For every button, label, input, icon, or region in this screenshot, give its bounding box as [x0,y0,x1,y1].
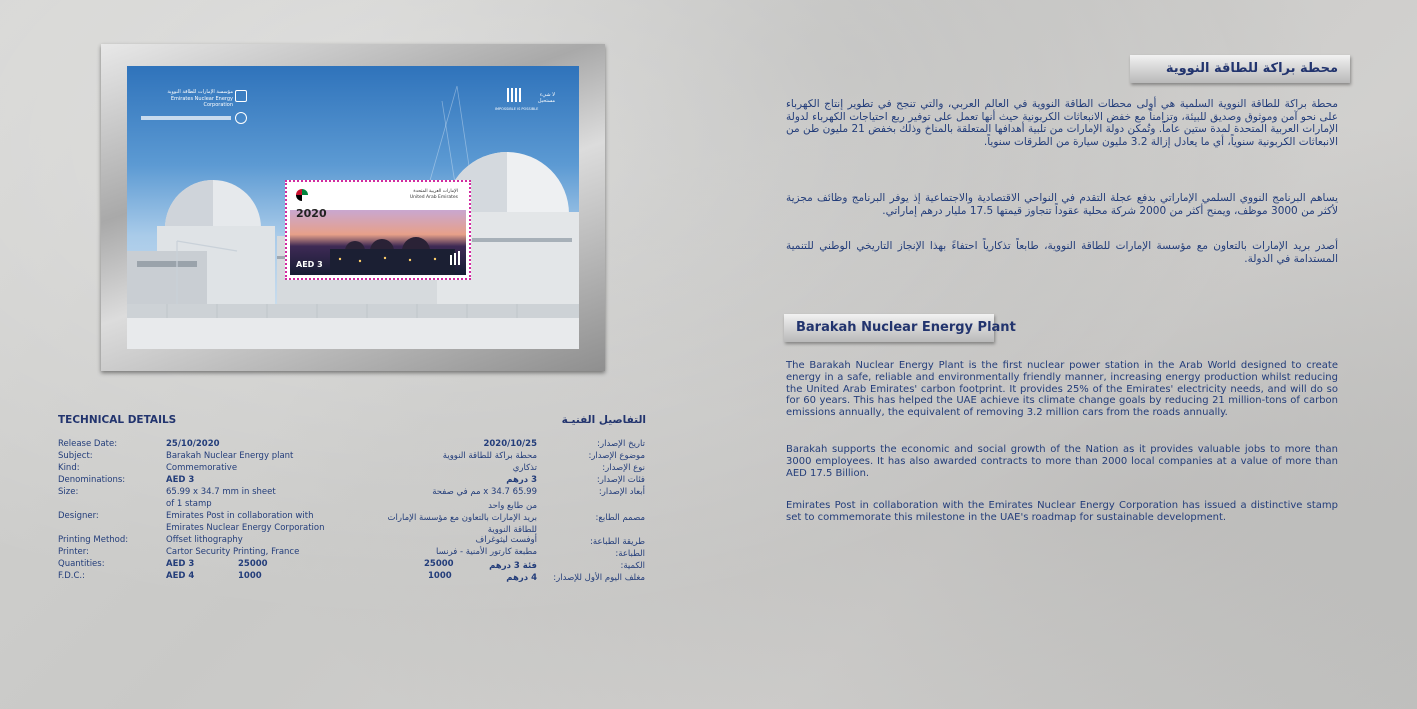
brand-text-ar: لا شيء مستحيل [537,92,555,104]
souvenir-sheet-frame [101,44,605,371]
brand-text-en: IMPOSSIBLE IS POSSIBLE [495,107,539,111]
printing-method-value-en: Offset lithography [166,535,243,545]
stamp-image [290,185,466,275]
release-date-label-en: Release Date: [58,439,118,449]
technical-details-title-ar: التفاصيل الفنيـة [561,414,646,426]
designer-value-ar: بريد الإمارات بالتعاون مع مؤسسة الإمارات [387,513,537,523]
english-heading: Barakah Nuclear Energy Plant [784,314,994,342]
printing-method-label-en: Printing Method: [58,535,129,545]
stamp-country-ar: الإمارات العربية المتحدة [413,189,458,194]
subject-label-ar: موضوع الإصدار: [588,451,645,461]
enec-logo-icon [235,90,247,102]
quantities-label-en: Quantities: [58,559,105,569]
partner-logos-strip [141,116,231,120]
printer-value-ar: مطبعة كارتور الأمنية - فرنسا [436,547,537,557]
fdc-count-en: 1000 [238,571,262,581]
stamp [285,180,471,280]
printer-value-en: Cartor Security Printing, France [166,547,300,557]
subject-value-ar: محطة براكة للطاقة النووية [442,451,537,461]
quantities-label-ar: الكمية: [620,561,645,571]
printing-method-label-ar: طريقة الطباعة: [590,537,645,547]
english-paragraph-2: Barakah supports the economic and social growth of the Nation as it provides valuable jobs to more than 3000 employees. It has also awarded contracts to more than 2000 local companies at a value of more than AED 17.5 Billion. [786,444,1338,479]
arabic-paragraph-1: محطة براكة للطاقة النووية السلمية هي أولى محطات الطاقة النووية في العالم العربي، والتي تنجح في تطوير إنتاج الكهرباء على نحو آمن وموثوق وصديق للبيئة، وتزامناً مع خفض الانبعاثات الكربونية حيث أنها تعمل على توفير ربع احتياجات الكهرباء لدولة الإمارات العربية المتحدة لمدة ستين عاماً. وتُمكن دولة الإمارات من تلبية أهدافها المتعلقة بالمناخ وذلك بخفض 21 مليون طن من الانبعاثات الكربونية سنوياً، أي ما يعادل إزالة 3.2 مليون سيارة من الطرقات سنوياً. [786,98,1338,148]
fdc-count-ar: 1000 [428,571,452,581]
release-date-value-en: 25/10/2020 [166,439,220,449]
quantities-count-ar: 25000 [424,559,454,569]
english-paragraph-1: The Barakah Nuclear Energy Plant is the first nuclear power station in the Arab World designed to create energy in a safe, reliable and environmentally friendly manner, increasing energy production whilst reducing the United Arab Emirates' carbon footprint. It provides 25% of the Emirates' electricity needs, and will do so for 60 years. This has helped the UAE achieve its climate change goals by reducing 21 million-tons of carbon emissions annually, the equivalent of removing 3.2 million cars from the roads annually. [786,360,1338,419]
arabic-heading: محطة براكة للطاقة النووية [1130,55,1350,83]
fdc-label-en: F.D.C.: [58,571,85,581]
stamp-country-en: United Arab Emirates [409,195,458,200]
fdc-label-ar: مغلف اليوم الأول للإصدار: [553,573,645,583]
designer-label-ar: مصمم الطابع: [595,513,645,523]
brand-bars-icon [507,88,523,102]
kind-label-en: Kind: [58,463,80,473]
designer-value-en-cont: Emirates Nuclear Energy Corporation [166,523,325,533]
english-paragraph-3: Emirates Post in collaboration with the Emirates Nuclear Energy Corporation has issued a distinctive stamp set to commemorate this milestone in the UAE's roadmap for sustainable development. [786,500,1338,523]
size-label-en: Size: [58,487,79,497]
designer-value-en: Emirates Post in collaboration with [166,511,314,521]
denominations-value-ar: 3 درهم [506,475,537,485]
arabic-paragraph-2: يساهم البرنامج النووي السلمي الإماراتي بدفع عجلة التقدم في النواحي الاقتصادية والاجتماعية إذ يوفر البرنامج وظائف مجزية لأكثر من 3000 موظف، ويمنح أكثر من 2000 شركة محلية عقوداً تتجاوز قيمتها 17.5 مليار درهم إماراتي. [786,192,1338,217]
souvenir-sheet [127,66,579,349]
release-date-value-ar: 2020/10/25 [483,439,537,449]
denominations-label-ar: فئات الإصدار: [596,475,645,485]
technical-details-title-en: TECHNICAL DETAILS [58,414,177,426]
fdc-denom-ar: 4 درهم [506,573,537,583]
size-label-ar: أبعاد الإصدار: [598,487,645,497]
partner-logo-icon [235,112,247,124]
kind-value-ar: تذكاري [512,463,537,473]
enec-logo-en: Emirates Nuclear Energy Corporation [170,96,233,108]
subject-label-en: Subject: [58,451,93,461]
designer-label-en: Designer: [58,511,99,521]
size-value-ar: 65.99 x 34.7 مم في صفحة [432,487,537,497]
denominations-value-en: AED 3 [166,475,195,485]
stamp-value: AED 3 [296,260,323,269]
designer-value-ar-cont: للطاقة النووية [487,525,537,535]
kind-value-en: Commemorative [166,463,238,473]
denominations-label-en: Denominations: [58,475,126,485]
fdc-denom-en: AED 4 [166,571,195,581]
stamp-year: 2020 [296,207,327,220]
kind-label-ar: نوع الإصدار: [602,463,645,473]
release-date-label-ar: تاريخ الإصدار: [597,439,645,449]
quantities-count-en: 25000 [238,559,268,569]
subject-value-en: Barakah Nuclear Energy plant [166,451,294,461]
enec-logo-ar: مؤسسة الإمارات للطاقة النووية [167,89,233,95]
arabic-paragraph-3: أصدر بريد الإمارات بالتعاون مع مؤسسة الإمارات للطاقة النووية، طابعاً تذكارياً احتفاءً بهذا الإنجاز التاريخي الوطني للتنمية المستدامة في الدولة. [786,240,1338,265]
size-value-en-cont: of 1 stamp [166,499,212,509]
printer-label-ar: الطباعة: [615,549,645,559]
size-value-ar-cont: من طابع واحد [488,501,537,511]
printing-method-value-ar: أوفست ليثوغراف [475,535,537,545]
quantities-denom-ar: فئة 3 درهم [489,561,537,571]
size-value-en: 65.99 x 34.7 mm in sheet [166,487,276,497]
quantities-denom-en: AED 3 [166,559,195,569]
printer-label-en: Printer: [58,547,89,557]
